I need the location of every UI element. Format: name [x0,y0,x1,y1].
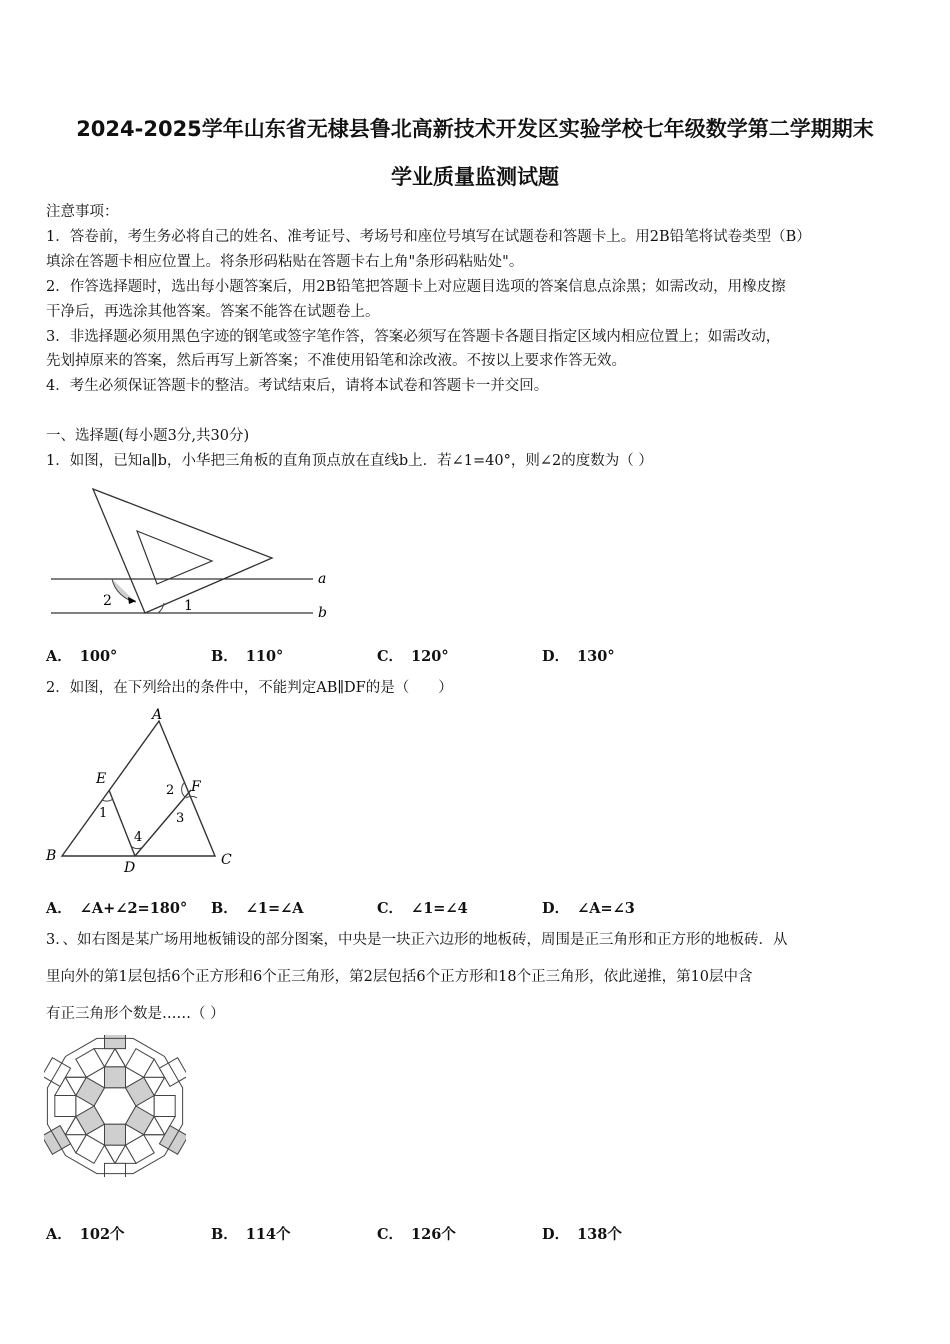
q2-figure [40,705,240,877]
square-tile [154,1096,175,1117]
notice-heading: 注意事项： [46,204,119,220]
angle-4-label: 4 [134,830,143,845]
square-tile [105,1163,126,1177]
notice-line: 先划掉原来的答案，然后再写上新答案；不准使用铅笔和涂改液。不按以上要求作答无效。 [46,353,626,369]
angle-2-arc [182,783,185,797]
point-c-label: C [221,852,232,868]
question-3-stem-line: 里向外的第1层包括6个正方形和6个正三角形，第2层包括6个正方形和18个正三角形，依此递推，第10层中含 [46,969,753,985]
q2-option-b: B． ∠1=∠A [211,900,304,917]
angle-1-label: 1 [99,806,108,821]
q3-option-d: D． 138个 [542,1226,622,1243]
point-f-label: F [191,779,201,795]
q1-figure [46,483,346,623]
square-tile [159,1058,186,1087]
q2-option-c: C． ∠1=∠4 [377,900,468,917]
point-a-label: A [152,707,163,723]
point-d-label: D [124,860,136,876]
question-1-stem: 1．如图，已知a∥b，小华把三角板的直角顶点放在直线b上．若∠1=40°，则∠2的度数为（ ） [46,453,653,469]
notice-line: 1．答卷前，考生务必将自己的姓名、准考证号、考场号和座位号填写在试题卷和答题卡上。用2B铅笔将试卷类型（B） [46,229,811,245]
line-a-label: a [318,571,327,587]
question-3-stem-line: 有正三角形个数是……（ ） [46,1006,225,1022]
q1-option-a: A． 100° [46,648,118,665]
question-2-stem: 2．如图，在下列给出的条件中，不能判定AB∥DF的是（ ） [46,680,453,696]
question-3-stem-line: 3．、如右图是某广场用地板铺设的部分图案，中央是一块正六边形的地板砖，周围是正三角形和正方形的地板砖．从 [46,932,788,948]
notice-line: 填涂在答题卡相应位置上。将条形码粘贴在答题卡右上角"条形码粘贴处"。 [46,254,524,270]
square-tile [105,1035,126,1049]
notice-line: 干净后，再选涂其他答案。答案不能答在试题卷上。 [46,304,380,320]
angle-2-label: 2 [166,783,175,798]
angle-2-label: 2 [103,593,112,609]
q1-option-c: C． 120° [377,648,449,665]
notice-line: 3．非选择题必须用黑色字迹的钢笔或签字笔作答，答案必须写在答题卡各题目指定区域内相应位置上；如需改动， [46,329,781,345]
triangle-ruler-outer [93,489,272,613]
triangle-ruler-inner [137,531,212,584]
notice-line: 2．作答选择题时，选出每小题答案后，用2B铅笔把答题卡上对应题目选项的答案信息点涂黑；如需改动，用橡皮擦 [46,279,786,295]
notice-line: 4．考生必须保证答题卡的整洁。考试结束后，请将本试卷和答题卡一并交回。 [46,378,549,394]
exam-title-line1: 2024-2025学年山东省无棣县鲁北高新技术开发区实验学校七年级数学第二学期期末 [76,117,874,141]
q3-tiling-figure [44,1035,186,1177]
q3-option-c: C． 126个 [377,1226,456,1243]
line-b-label: b [318,605,327,621]
q3-option-a: A． 102个 [46,1226,125,1243]
q2-option-a: A． ∠A+∠2=180° [46,900,188,917]
square-tile [105,1124,126,1145]
q1-option-d: D． 130° [542,648,615,665]
square-tile [44,1126,71,1155]
angle-1-label: 1 [184,598,193,614]
square-tile [55,1096,76,1117]
q3-option-b: B． 114个 [211,1226,291,1243]
q2-option-d: D． ∠A=∠3 [542,900,635,917]
exam-title-line2: 学业质量监测试题 [391,165,559,189]
point-e-label: E [96,771,107,787]
section-heading: 一、选择题(每小题3分,共30分) [46,428,250,444]
square-tile [105,1067,126,1088]
q1-option-b: B． 110° [211,648,284,665]
angle-1-arc [102,799,113,801]
point-b-label: B [46,848,57,864]
angle-2-arrow [128,597,136,604]
angle-3-label: 3 [176,811,185,826]
